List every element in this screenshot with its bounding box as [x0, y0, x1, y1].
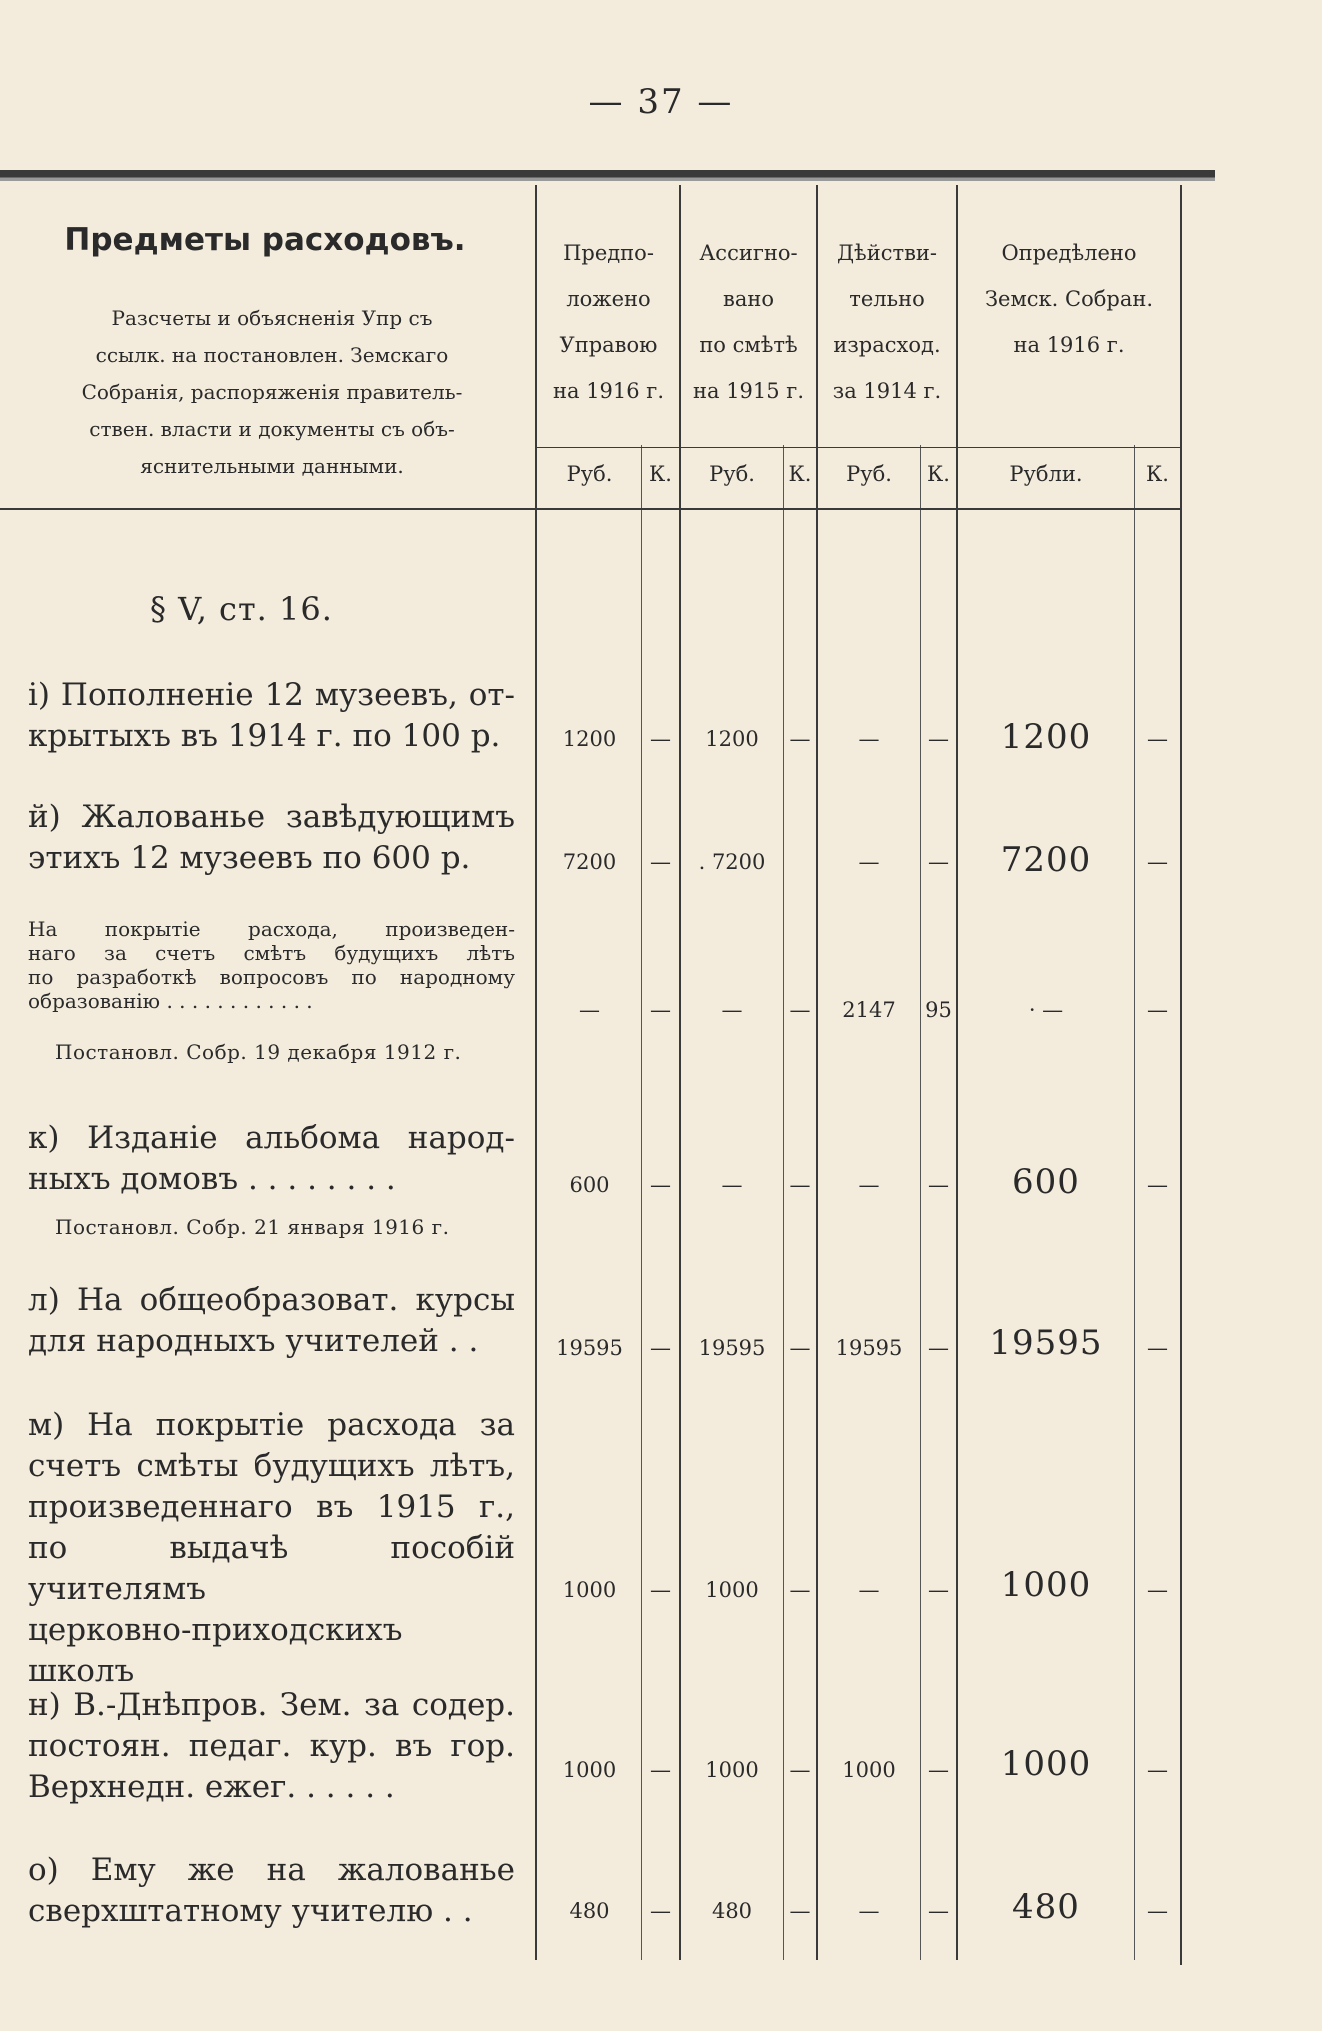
expense-item: м) На покрытіе расхода за счетъ смѣты будущихъ лѣтъ, произведеннаго въ 1915 г., по выдачѣ пособій учителямъ церковно-приходскихъ школъ [28, 1407, 515, 1689]
value-spent: — [858, 1578, 880, 1602]
top-rule [0, 170, 1215, 181]
header-title: Предметы расходовъ. [64, 222, 466, 258]
kop-divider [1134, 445, 1135, 1960]
value-spent: — [858, 1173, 880, 1197]
kop-proposed: — [650, 1336, 671, 1360]
value-determined: 1000 [1000, 1744, 1092, 1784]
unit-rub: Руб. [846, 462, 892, 486]
header-description [42, 300, 502, 485]
kop-determined: — [1147, 1173, 1168, 1197]
kop-assigned: — [789, 1336, 811, 1360]
kop-spent: 95 [925, 998, 952, 1022]
column-header-determined: Опредѣлено Земск. Собран. на 1916 г. [984, 241, 1154, 357]
kop-proposed: — [650, 1758, 671, 1782]
section-title: § V, ст. 16. [150, 590, 333, 628]
value-spent: — [858, 1899, 880, 1923]
expense-item: н) В.-Днѣпров. Зем. за содер. постоян. педаг. кур. въ гор. Верхнедн. ежег. . . . . . [28, 1687, 515, 1805]
unit-kop: К. [649, 462, 672, 486]
value-assigned: 1000 [705, 1758, 759, 1782]
value-assigned: — [721, 998, 743, 1022]
expense-item: й) Жалованье завѣдующимъ этихъ 12 музеевъ по 600 р. [28, 799, 515, 876]
value-proposed: 600 [569, 1173, 610, 1197]
kop-determined: — [1147, 1578, 1168, 1602]
value-determined: 7200 [1000, 840, 1092, 880]
kop-proposed: — [650, 1173, 671, 1197]
value-assigned: 480 [711, 1899, 753, 1923]
resolution-note: Постановл. Собр. 19 декабря 1912 г. [55, 1040, 462, 1064]
kop-divider [641, 445, 642, 1960]
col-divider [535, 185, 537, 1960]
value-assigned: 1200 [705, 727, 759, 751]
col-divider [816, 185, 818, 1960]
kop-determined: — [1147, 1336, 1168, 1360]
value-assigned: 19595 [698, 1336, 766, 1360]
kop-assigned: — [789, 1758, 811, 1782]
kop-spent: — [928, 850, 949, 874]
expense-item-small: На покрытіе расхода, произведен- наго за счетъ смѣтъ будущихъ лѣтъ по разработкѣ вопросовъ по народному образованію . . . . . . . . . . . . [28, 917, 515, 1013]
value-proposed: 1200 [562, 727, 617, 751]
kop-divider [920, 445, 921, 1960]
value-proposed: 7200 [562, 850, 617, 874]
kop-determined: — [1147, 727, 1168, 751]
unit-kop: К. [788, 462, 812, 486]
kop-proposed: — [650, 1578, 671, 1602]
col-divider [1180, 185, 1182, 1965]
expense-item: о) Ему же на жалованье сверхштатному учителю . . [28, 1852, 515, 1929]
value-assigned: . 7200 [698, 850, 766, 874]
value-determined: 1000 [1000, 1565, 1092, 1605]
value-determined: 19595 [989, 1323, 1103, 1363]
value-spent: 19595 [835, 1336, 903, 1360]
header-description-line: ссылк. на постановлен. Земскаго [95, 343, 449, 367]
column-header-assigned: Ассигно- вано по смѣтѣ на 1915 г. [693, 241, 804, 403]
unit-rule [536, 447, 1180, 448]
kop-determined: — [1147, 1899, 1168, 1923]
kop-proposed: — [650, 850, 671, 874]
header-description-line: Собранія, распоряженія правитель- [81, 380, 463, 404]
value-proposed: — [579, 998, 600, 1022]
value-proposed: 19595 [556, 1336, 623, 1360]
kop-spent: — [928, 1336, 949, 1360]
expense-item: л) На общеобразоват. курсы для народныхъ учителей . . [28, 1282, 515, 1359]
kop-assigned: — [789, 998, 811, 1022]
kop-assigned: — [789, 727, 811, 751]
header-bottom-rule [0, 508, 1180, 510]
kop-proposed: — [650, 998, 671, 1022]
value-spent: 2147 [842, 998, 896, 1022]
value-spent: — [858, 727, 880, 751]
kop-determined: — [1147, 1758, 1168, 1782]
unit-rub: Руб. [709, 462, 755, 486]
value-proposed: 480 [569, 1899, 610, 1923]
unit-kop: К. [927, 462, 950, 486]
unit-kop: К. [1146, 462, 1169, 486]
kop-proposed: — [650, 727, 671, 751]
page-number: — 37 — [588, 82, 734, 122]
kop-spent: — [928, 727, 949, 751]
kop-determined: — [1147, 998, 1168, 1022]
col-divider [679, 185, 681, 1960]
kop-proposed: — [650, 1899, 671, 1923]
value-assigned: — [721, 1173, 743, 1197]
column-header-proposed: Предпо- ложено Управою на 1916 г. [553, 241, 664, 403]
header-description-line: ствен. власти и документы съ объ- [89, 417, 455, 441]
kop-determined: — [1147, 850, 1168, 874]
header-description-line: яснительными данными. [140, 454, 404, 478]
column-header-spent: Дѣйстви- тельно израсход. за 1914 г. [832, 241, 942, 403]
kop-assigned: — [789, 1899, 811, 1923]
value-assigned: 1000 [705, 1578, 759, 1602]
kop-spent: — [928, 1758, 949, 1782]
kop-spent: — [928, 1173, 949, 1197]
value-determined: 1200 [1000, 717, 1092, 757]
value-proposed: 1000 [562, 1578, 617, 1602]
value-spent: 1000 [842, 1758, 896, 1782]
expense-item: і) Пополненіе 12 музеевъ, от- крытыхъ въ 1914 г. по 100 р. [28, 677, 515, 754]
value-determined: 480 [1012, 1887, 1080, 1927]
kop-spent: — [928, 1578, 949, 1602]
resolution-note: Постановл. Собр. 21 января 1916 г. [55, 1215, 450, 1239]
header-description-line: Разсчеты и объясненія Упр съ [111, 306, 433, 330]
unit-rub: Руб. [566, 462, 613, 486]
value-proposed: 1000 [562, 1758, 617, 1782]
col-divider [956, 185, 958, 1960]
value-spent: — [858, 850, 880, 874]
unit-rub: Рубли. [1009, 462, 1083, 486]
kop-spent: — [928, 1899, 949, 1923]
kop-assigned: — [789, 1578, 811, 1602]
value-determined: · — [1028, 998, 1064, 1022]
expense-item: к) Изданіе альбома народ- ныхъ домовъ . . . . . . . . [28, 1120, 515, 1197]
kop-assigned: — [789, 1173, 811, 1197]
value-determined: 600 [1012, 1162, 1080, 1202]
kop-divider [783, 445, 784, 1960]
